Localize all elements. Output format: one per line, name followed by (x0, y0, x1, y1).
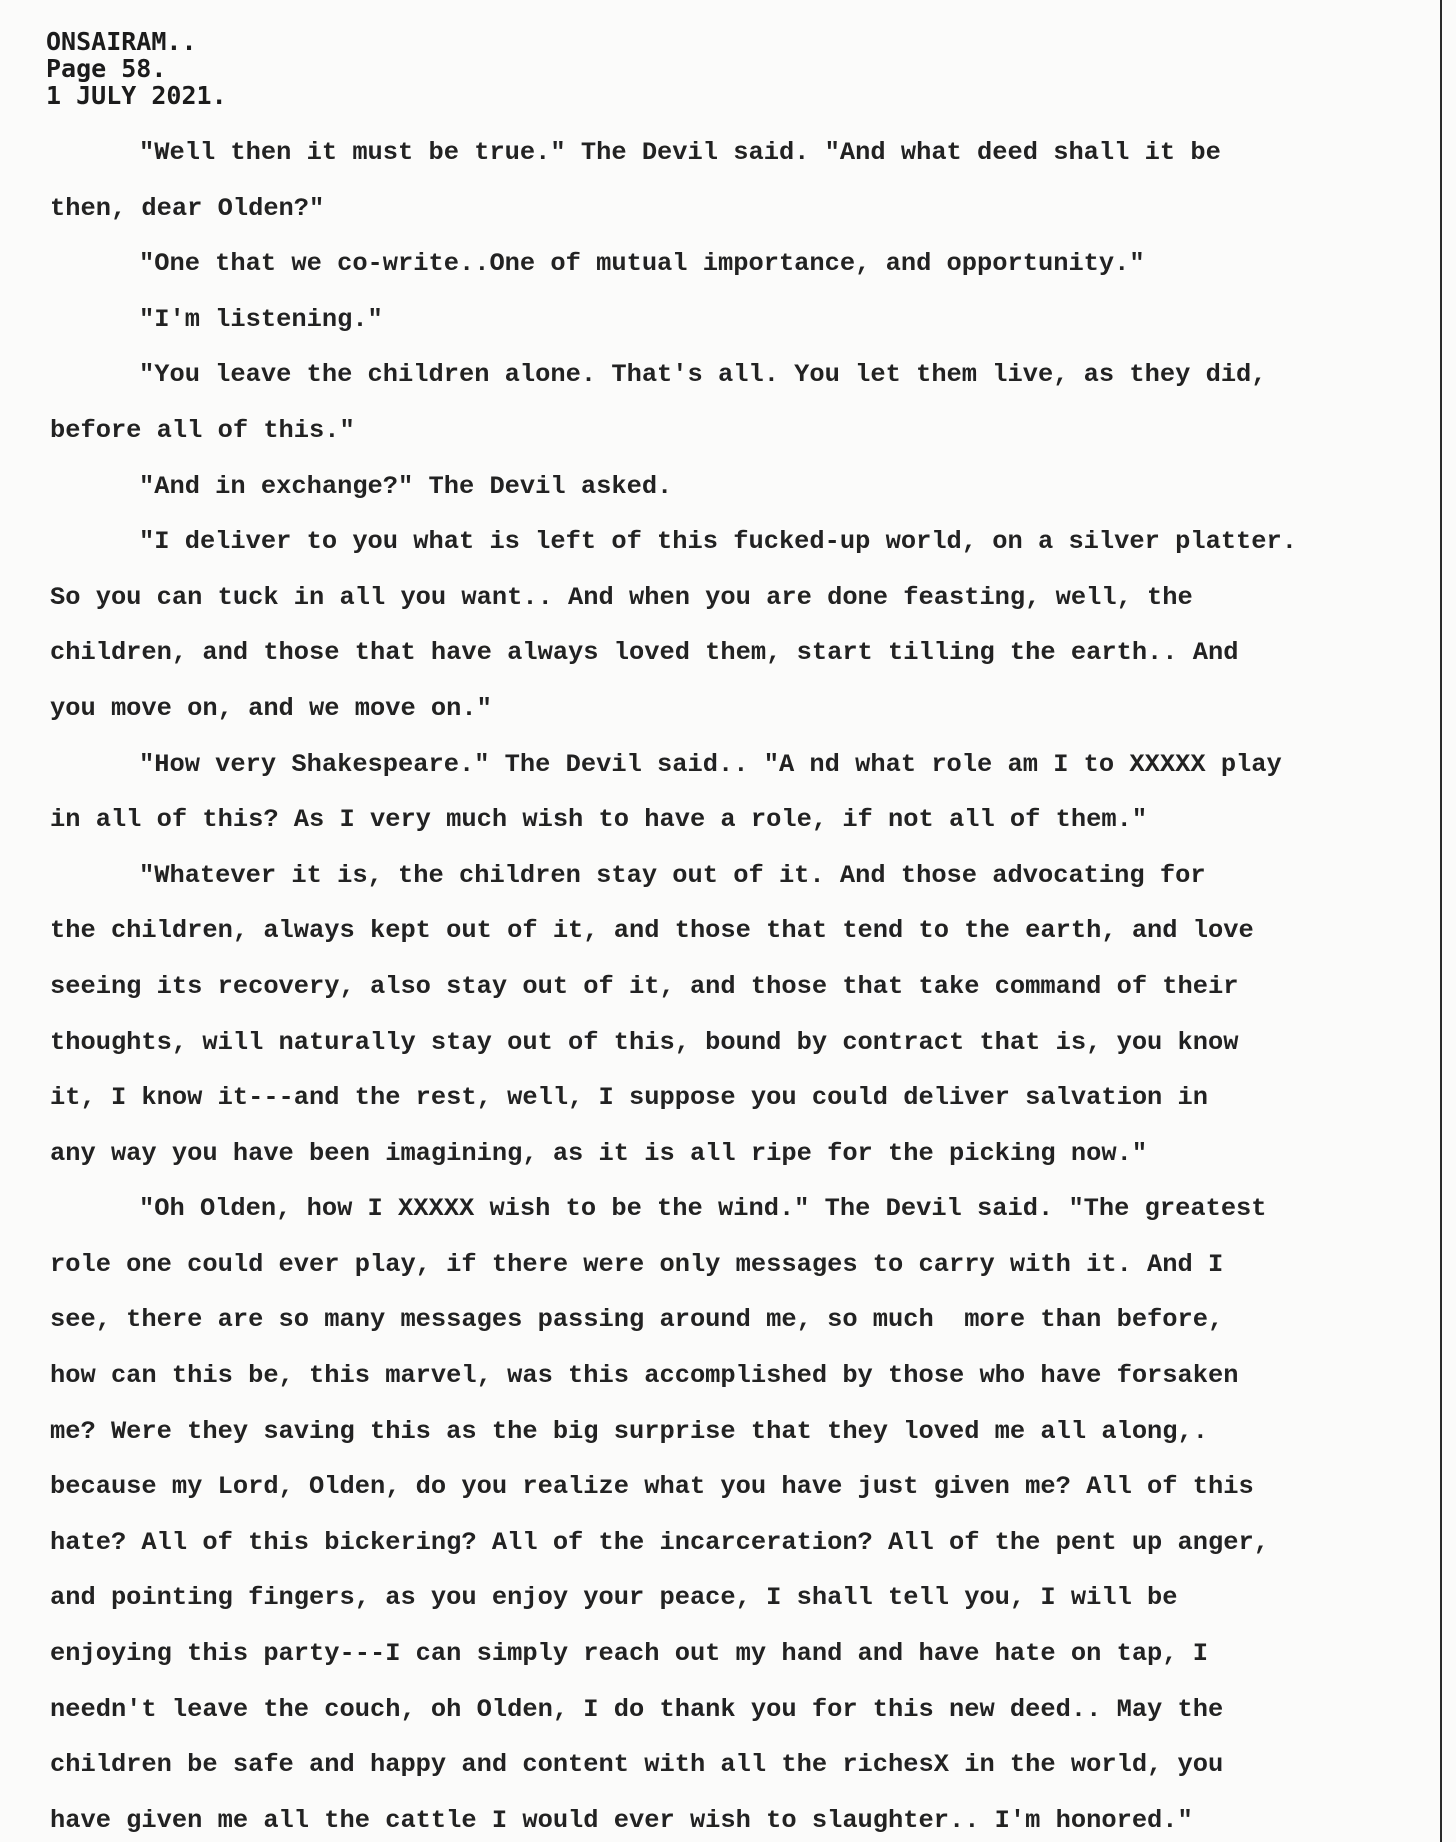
text-line: in all of this? As I very much wish to have a role, if not all of them." (50, 805, 1148, 835)
text-line: then, dear Olden?" (50, 193, 325, 223)
text-line: "Oh Olden, how I XXXXX wish to be the wind." The Devil said. "The greatest (139, 1194, 1267, 1224)
text-line: So you can tuck in all you want.. And when you are done feasting, well, the (50, 582, 1193, 612)
header-page-number: Page 58. (46, 54, 167, 83)
text-line: because my Lord, Olden, do you realize what you have just given me? All of this (50, 1472, 1254, 1502)
text-line: thoughts, will naturally stay out of this, bound by contract that is, you know (50, 1027, 1239, 1057)
text-line: and pointing fingers, as you enjoy your peace, I shall tell you, I will be (50, 1583, 1178, 1613)
text-line: seeing its recovery, also stay out of it, and those that take command of their (50, 971, 1239, 1001)
text-line: how can this be, this marvel, was this accomplished by those who have forsaken (50, 1361, 1239, 1391)
text-line: children, and those that have always loved them, start tilling the earth.. And (50, 638, 1239, 668)
text-line: "Whatever it is, the children stay out of it. And those advocating for (139, 860, 1206, 890)
text-line: "I'm listening." (139, 304, 383, 334)
page-body (50, 125, 1420, 1848)
text-line: before all of this." (50, 415, 355, 445)
text-line: you move on, and we move on." (50, 693, 492, 723)
header-title: ONSAIRAM.. (46, 27, 197, 56)
text-line: see, there are so many messages passing around me, so much more than before, (50, 1305, 1224, 1335)
header-date: 1 JULY 2021. (46, 81, 227, 110)
page-header (46, 28, 227, 109)
text-line: "One that we co-write..One of mutual importance, and opportunity." (139, 249, 1145, 279)
text-line: "Well then it must be true." The Devil said. "And what deed shall it be (139, 138, 1221, 167)
text-line: any way you have been imagining, as it is all ripe for the picking now." (50, 1138, 1148, 1168)
text-line: "And in exchange?" The Devil asked. (139, 471, 673, 501)
text-line: hate? All of this bickering? All of the incarceration? All of the pent up anger, (50, 1527, 1269, 1557)
page-edge (1440, 0, 1442, 1842)
text-line: "How very Shakespeare." The Devil said.. "A nd what role am I to XXXXX play (139, 749, 1282, 779)
text-line: "You leave the children alone. That's all. You let them live, as they did, (139, 360, 1267, 390)
text-line: the children, always kept out of it, and those that tend to the earth, and love (50, 916, 1254, 946)
text-line: role one could ever play, if there were only messages to carry with it. And I (50, 1249, 1224, 1279)
text-line: needn't leave the couch, oh Olden, I do thank you for this new deed.. May the (50, 1694, 1224, 1724)
text-line: enjoying this party---I can simply reach out my hand and have hate on tap, I (50, 1639, 1209, 1669)
text-line: "I deliver to you what is left of this fucked-up world, on a silver platter. (139, 527, 1298, 557)
text-line: children be safe and happy and content with all the richesX in the world, you (50, 1750, 1224, 1780)
text-line: me? Were they saving this as the big surprise that they loved me all along,. (50, 1416, 1209, 1446)
text-line: it, I know it---and the rest, well, I suppose you could deliver salvation in (50, 1083, 1209, 1113)
text-line: have given me all the cattle I would ever wish to slaughter.. I'm honored." (50, 1805, 1193, 1835)
